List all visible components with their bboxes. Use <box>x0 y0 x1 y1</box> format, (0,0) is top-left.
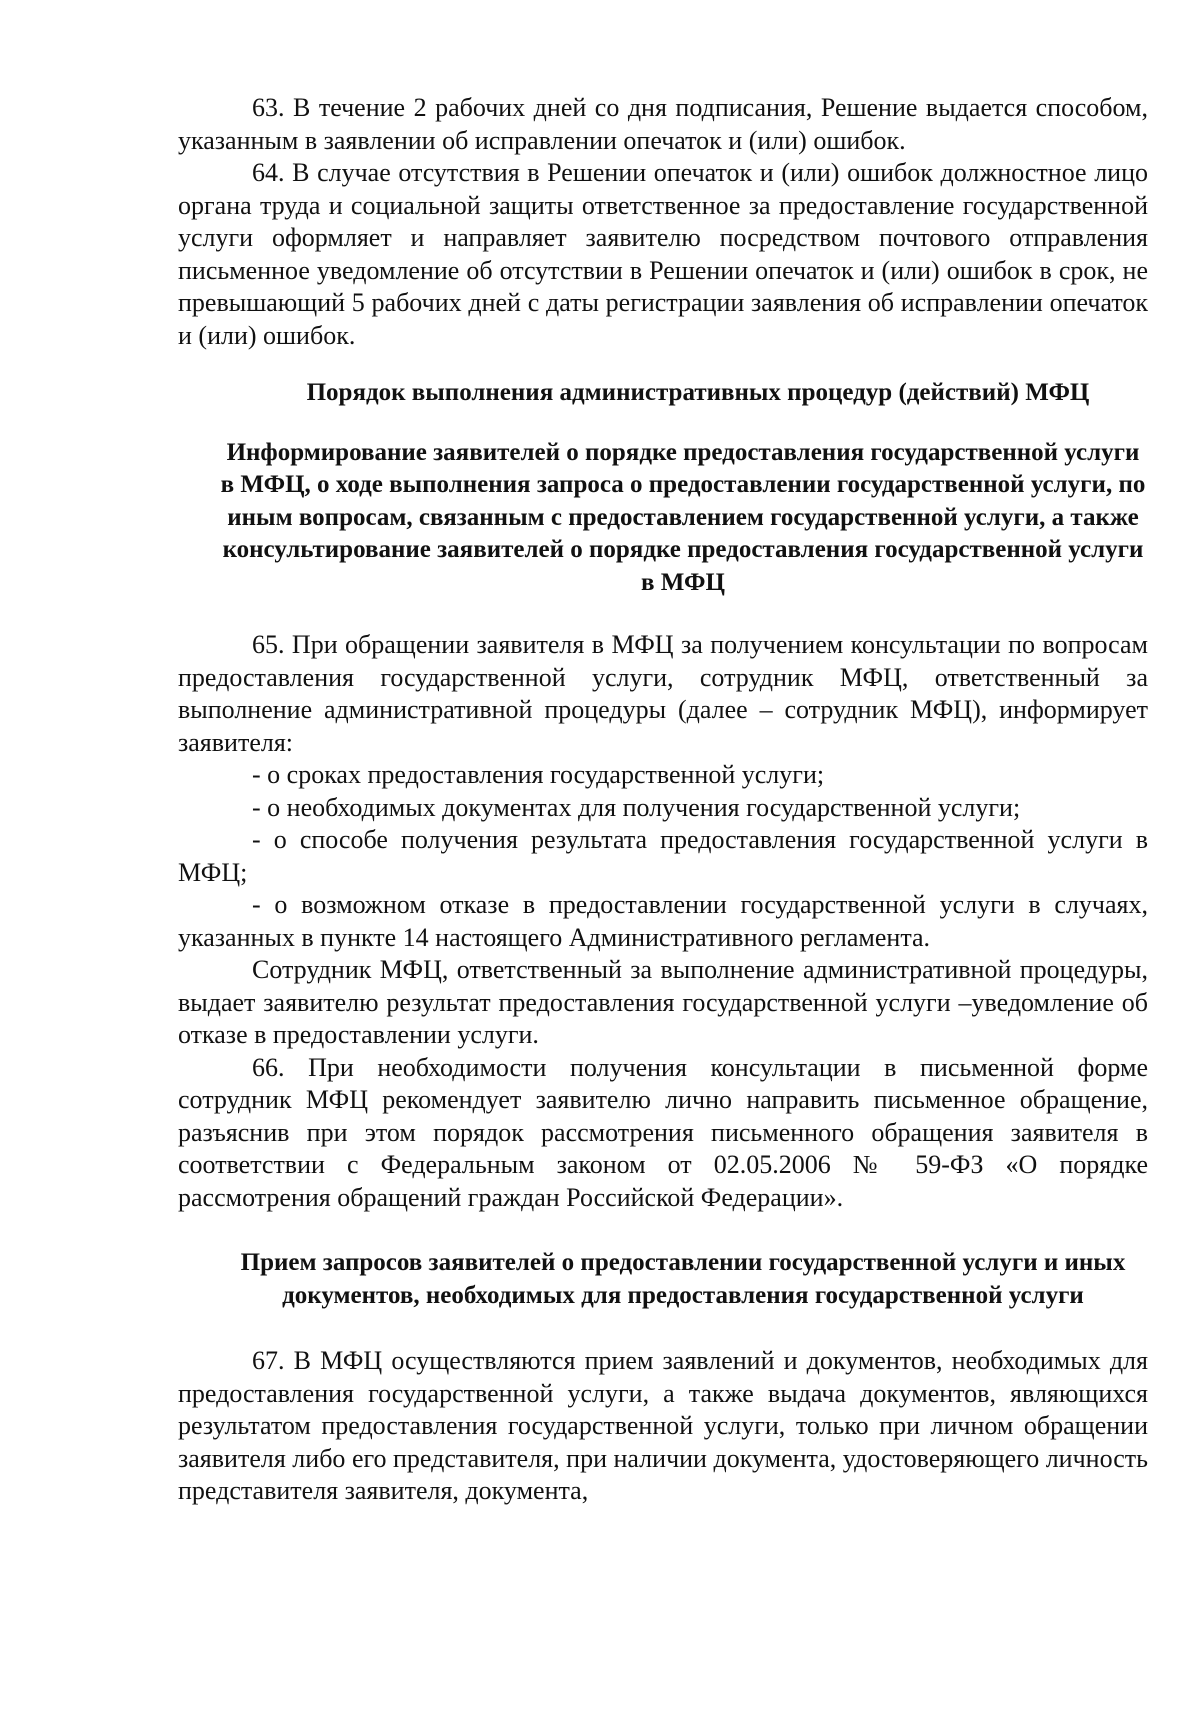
subsection-heading-informing: Информирование заявителей о порядке предоставления государственной услуги в МФЦ, о ходе выполнения запроса о предоставлении государственной услуги, по иным вопросам, связанным с предоставлением государственной услуги, а также консультирование заявителей о порядке предоставления государственной услуги в МФЦ <box>220 438 1146 596</box>
section-heading-mfc-procedures: Порядок выполнения административных процедур (действий) МФЦ <box>306 379 1090 406</box>
paragraph-66: 66. При необходимости получения консультации в письменной форме сотрудник МФЦ рекомендует заявителю лично направить письменное обращение, разъяснив при этом порядок рассмотрения письменного обращения заявителя в соответствии с Федеральным законом от 02.05.2006 № 59-ФЗ «О порядке рассмотрения обращений граждан Российской Федерации». <box>178 1052 1148 1212</box>
paragraph-mfc-staff-result: Сотрудник МФЦ, ответственный за выполнение административной процедуры, выдает заявителю результат предоставления государственной услуги –уведомление об отказе в предоставлении услуги. <box>178 955 1148 1049</box>
list-item: - о способе получения результата предоставления государственной услуги в МФЦ; <box>178 825 1148 887</box>
subsection-heading-request-intake: Прием запросов заявителей о предоставлении государственной услуги и иных документов, необходимых для предоставления государственной услуги <box>240 1249 1126 1309</box>
list-item: - о сроках предоставления государственной услуги; <box>252 760 825 789</box>
paragraph-65: 65. При обращении заявителя в МФЦ за получением консультации по вопросам предоставления государственной услуги, сотрудник МФЦ, ответственный за выполнение административной процедуры (далее – сотрудник МФЦ), информирует заявителя: <box>178 630 1148 757</box>
list-item: - о возможном отказе в предоставлении государственной услуги в случаях, указанных в пункте 14 настоящего Административного регламента. <box>178 890 1148 952</box>
paragraph-64: 64. В случае отсутствия в Решении опечаток и (или) ошибок должностное лицо органа труда и социальной защиты ответственное за предоставление государственной услуги оформляет и направляет заявителю посредством почтового отправления письменное уведомление об отсутствии в Решении опечаток и (или) ошибок в срок, не превышающий 5 рабочих дней с даты регистрации заявления об исправлении опечаток и (или) ошибок. <box>178 158 1148 350</box>
list-item: - о необходимых документах для получения государственной услуги; <box>252 792 1021 822</box>
document-page <box>178 92 1148 1508</box>
paragraph-67: 67. В МФЦ осуществляются прием заявлений и документов, необходимых для предоставления государственной услуги, а также выдача документов, являющихся результатом предоставления государственной услуги, только при личном обращении заявителя либо его представителя, при наличии документа, удостоверяющего личность представителя заявителя, документа, <box>178 1346 1148 1505</box>
paragraph-63: 63. В течение 2 рабочих дней со дня подписания, Решение выдается способом, указанным в заявлении об исправлении опечаток и (или) ошибок. <box>178 93 1148 155</box>
